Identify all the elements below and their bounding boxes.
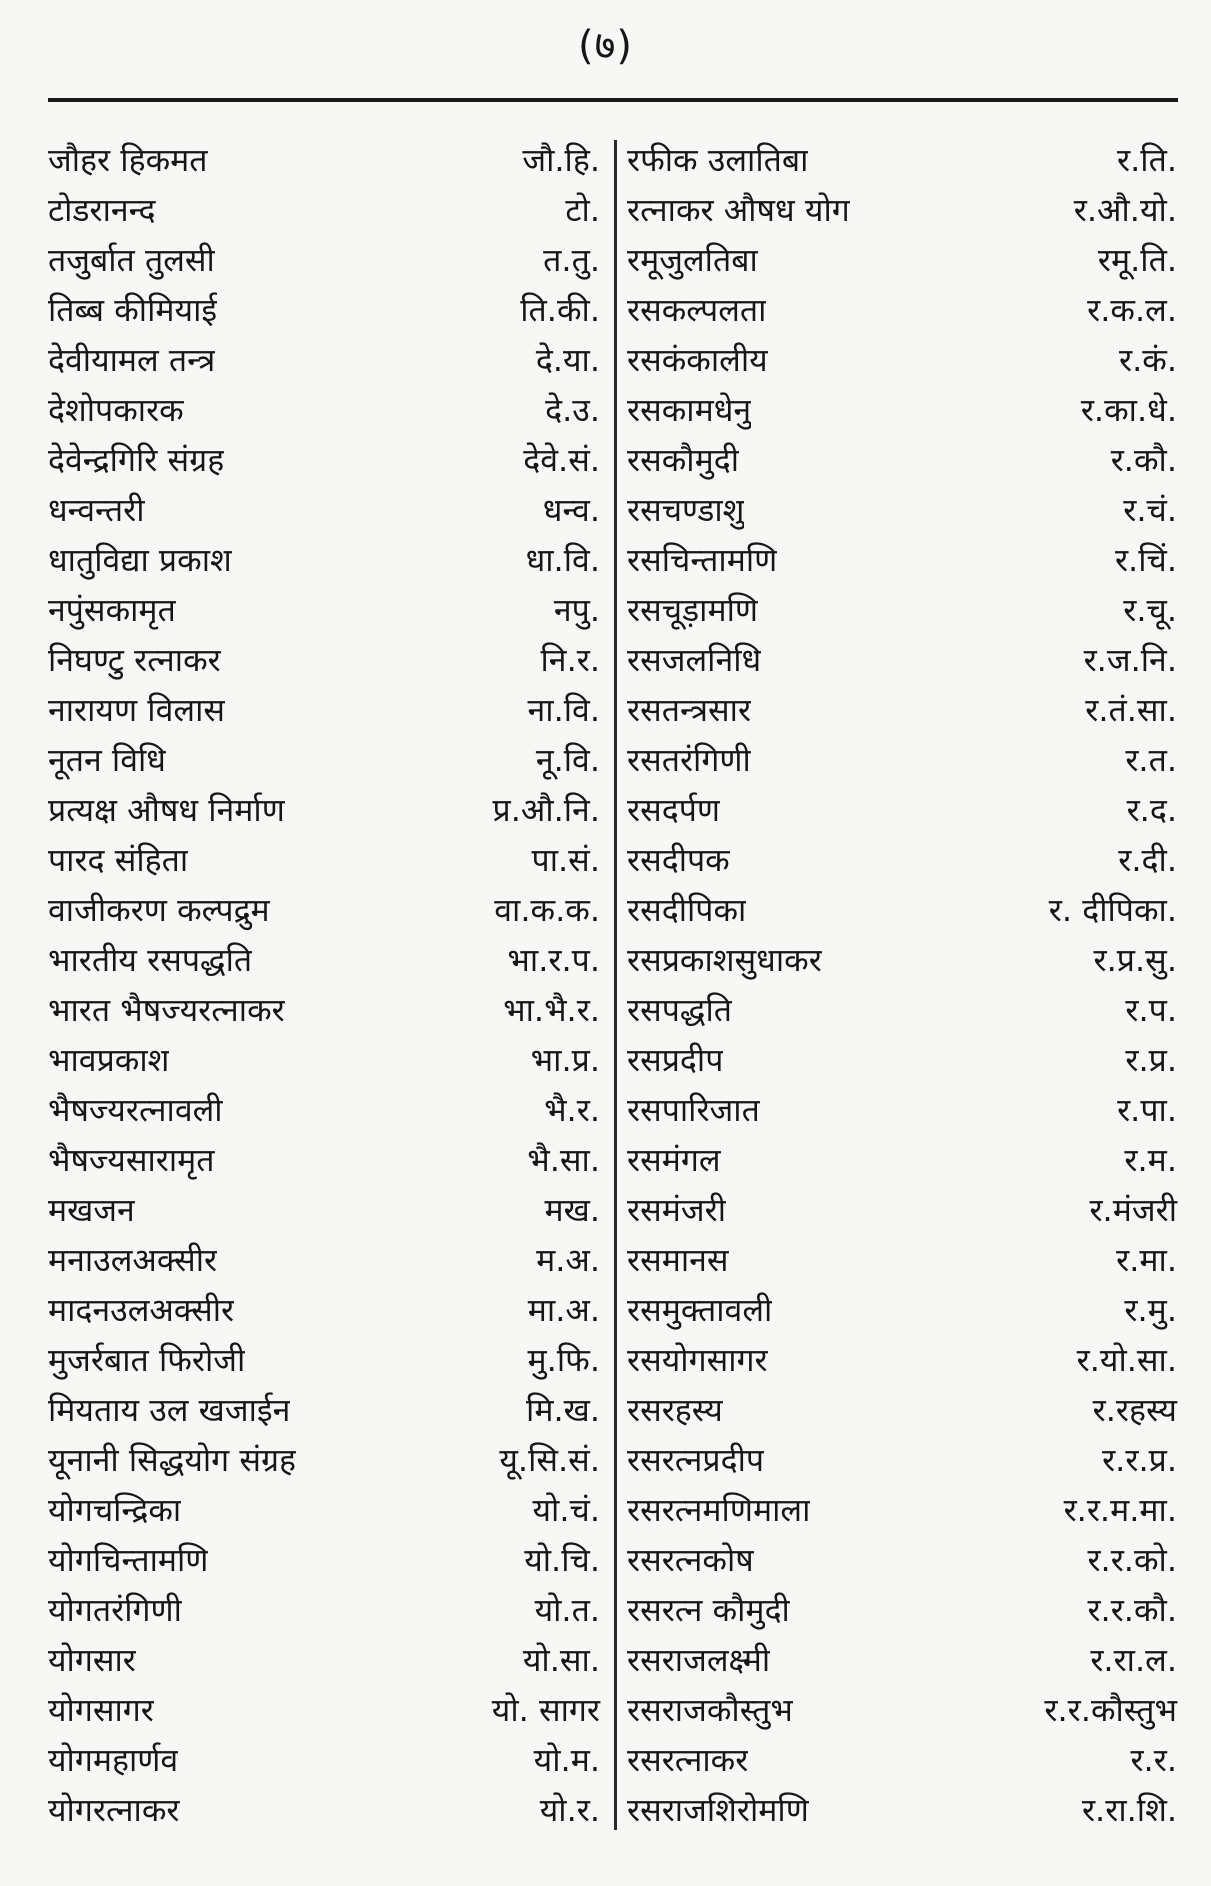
abbreviation-entry — [48, 135, 600, 185]
book-abbreviation: र.द. — [1126, 791, 1177, 829]
book-title: जौहर हिकमत — [48, 141, 208, 179]
abbreviation-entry — [48, 385, 600, 435]
abbreviation-entry — [48, 685, 600, 735]
abbreviation-entry — [48, 1485, 600, 1535]
book-abbreviation: र.र.कौ. — [1087, 1591, 1177, 1629]
book-abbreviation: भा.भै.र. — [503, 991, 600, 1029]
abbreviation-entry — [627, 1785, 1177, 1835]
abbreviation-entry — [48, 985, 600, 1035]
book-abbreviation: र.पा. — [1117, 1091, 1177, 1129]
book-abbreviation: र.मु. — [1124, 1291, 1177, 1329]
book-title: रसरत्न कौमुदी — [627, 1591, 790, 1629]
book-title: भावप्रकाश — [48, 1041, 170, 1079]
book-abbreviation: भा.प्र. — [530, 1041, 600, 1079]
book-abbreviation: ना.वि. — [527, 691, 600, 729]
book-title: रसचण्डाशु — [627, 491, 745, 529]
abbreviation-entry — [48, 1035, 600, 1085]
book-title: योगचिन्तामणि — [48, 1541, 209, 1579]
abbreviation-entry — [627, 1585, 1177, 1635]
abbreviation-entry — [48, 1585, 600, 1635]
abbreviation-entry — [48, 585, 600, 635]
book-title: मियताय उल खजाईन — [48, 1391, 291, 1429]
book-title: नपुंसकामृत — [48, 591, 176, 629]
book-title: रसरत्नप्रदीप — [627, 1441, 765, 1479]
book-title: रसयोगसागर — [627, 1341, 768, 1379]
book-abbreviation: नू.वि. — [535, 741, 600, 779]
abbreviation-entry — [48, 1335, 600, 1385]
abbreviation-entry — [627, 1735, 1177, 1785]
book-title: मनाउलअक्सीर — [48, 1241, 218, 1279]
right-column — [627, 135, 1177, 1835]
abbreviation-entry — [48, 885, 600, 935]
abbreviation-entry — [48, 735, 600, 785]
abbreviation-entry — [48, 185, 600, 235]
abbreviation-entry — [48, 1185, 600, 1235]
book-abbreviation: र.चिं. — [1114, 541, 1177, 579]
book-abbreviation: र.कौ. — [1110, 441, 1177, 479]
book-title: रसदीपिका — [627, 891, 747, 929]
abbreviation-entry — [627, 1135, 1177, 1185]
book-abbreviation: धा.वि. — [525, 541, 600, 579]
book-title: रसराजकौस्तुभ — [627, 1691, 793, 1729]
book-abbreviation: पा.सं. — [531, 841, 600, 879]
abbreviation-entry — [627, 835, 1177, 885]
book-abbreviation: यो. सागर — [491, 1691, 600, 1729]
book-abbreviation: र.प. — [1125, 991, 1177, 1029]
book-title: योगसागर — [48, 1691, 154, 1729]
book-abbreviation: र.रहस्य — [1092, 1391, 1177, 1429]
book-title: रसराजशिरोमणि — [627, 1791, 809, 1829]
abbreviation-entry — [48, 485, 600, 535]
abbreviation-entry — [627, 735, 1177, 785]
abbreviation-entry — [627, 635, 1177, 685]
book-title: मादनउलअक्सीर — [48, 1291, 235, 1329]
abbreviation-entry — [627, 885, 1177, 935]
book-title: प्रत्यक्ष औषध निर्माण — [48, 791, 285, 829]
abbreviation-entry — [627, 185, 1177, 235]
book-title: योगसार — [48, 1641, 136, 1679]
abbreviation-entry — [627, 535, 1177, 585]
abbreviation-entry — [48, 835, 600, 885]
book-abbreviation: दे.या. — [535, 341, 600, 379]
book-abbreviation: र.दी. — [1118, 841, 1177, 879]
book-title: रसमंजरी — [627, 1191, 726, 1229]
abbreviation-entry — [48, 1735, 600, 1785]
abbreviation-entry — [48, 235, 600, 285]
book-title: रत्नाकर औषध योग — [627, 191, 850, 229]
book-title: रसमानस — [627, 1241, 729, 1279]
book-title: तजुर्बात तुलसी — [48, 241, 215, 279]
book-title: देशोपकारक — [48, 391, 184, 429]
book-title: रसमुक्तावली — [627, 1291, 773, 1329]
book-title: योगरत्नाकर — [48, 1791, 180, 1829]
abbreviation-entry — [48, 1685, 600, 1735]
book-title: नारायण विलास — [48, 691, 225, 729]
book-title: भारतीय रसपद्धति — [48, 941, 253, 979]
abbreviation-entry — [48, 1385, 600, 1435]
abbreviation-entry — [627, 435, 1177, 485]
abbreviation-entry — [627, 135, 1177, 185]
book-abbreviation: यू.सि.सं. — [499, 1441, 600, 1479]
book-abbreviation: भै.र. — [544, 1091, 600, 1129]
book-abbreviation: जौ.हि. — [522, 141, 600, 179]
book-title: धन्वन्तरी — [48, 491, 145, 529]
book-abbreviation: मा.अ. — [527, 1291, 600, 1329]
book-abbreviation: र.चू. — [1123, 591, 1177, 629]
abbreviation-entry — [48, 1085, 600, 1135]
book-abbreviation: र.ति. — [1117, 141, 1177, 179]
book-abbreviation: नपु. — [553, 591, 600, 629]
abbreviation-entry — [627, 285, 1177, 335]
book-abbreviation: ति.की. — [520, 291, 600, 329]
book-title: रसकंकालीय — [627, 341, 768, 379]
abbreviation-entry — [627, 485, 1177, 535]
abbreviation-entry — [48, 535, 600, 585]
book-title: भारत भैषज्यरत्नाकर — [48, 991, 285, 1029]
book-abbreviation: मि.ख. — [526, 1391, 600, 1429]
abbreviation-entry — [627, 1235, 1177, 1285]
book-abbreviation: यो.त. — [534, 1591, 600, 1629]
abbreviation-entry — [627, 1335, 1177, 1385]
abbreviation-entry — [48, 1635, 600, 1685]
book-title: रसतरंगिणी — [627, 741, 751, 779]
abbreviation-entry — [627, 985, 1177, 1035]
book-title: रसपारिजात — [627, 1091, 760, 1129]
book-title: देवेन्द्रगिरि संग्रह — [48, 441, 225, 479]
book-title: योगमहार्णव — [48, 1741, 179, 1779]
abbreviation-entry — [627, 235, 1177, 285]
book-title: रसचूड़ामणि — [627, 591, 759, 629]
abbreviation-entry — [627, 585, 1177, 635]
book-abbreviation: प्र.औ.नि. — [492, 791, 600, 829]
abbreviation-entry — [48, 635, 600, 685]
abbreviation-entry — [627, 1385, 1177, 1435]
book-title: रफीक उलातिबा — [627, 141, 809, 179]
book-abbreviation: भा.र.प. — [507, 941, 600, 979]
book-title: रमूजुलतिबा — [627, 241, 758, 279]
book-title: नूतन विधि — [48, 741, 166, 779]
abbreviation-entry — [627, 935, 1177, 985]
abbreviation-entry — [627, 1185, 1177, 1235]
book-title: रसरत्नकोष — [627, 1541, 754, 1579]
book-title: यूनानी सिद्धयोग संग्रह — [48, 1441, 297, 1479]
book-title: योगतरंगिणी — [48, 1591, 182, 1629]
abbreviation-entry — [48, 1235, 600, 1285]
book-title: धातुविद्या प्रकाश — [48, 541, 232, 579]
abbreviation-entry — [48, 935, 600, 985]
abbreviation-entry — [627, 685, 1177, 735]
book-title: निघण्टु रत्नाकर — [48, 641, 221, 679]
book-title: मुजर्रबात फिरोजी — [48, 1341, 246, 1379]
book-title: देवीयामल तन्त्र — [48, 341, 216, 379]
book-abbreviation: यो.चि. — [524, 1541, 600, 1579]
column-divider — [614, 140, 617, 1830]
abbreviation-entry — [48, 435, 600, 485]
book-abbreviation: र.र.को. — [1087, 1541, 1177, 1579]
book-abbreviation: यो.सा. — [522, 1641, 600, 1679]
book-abbreviation: रमू.ति. — [1097, 241, 1177, 279]
book-abbreviation: र.त. — [1125, 741, 1177, 779]
book-abbreviation: वा.क.क. — [494, 891, 600, 929]
book-title: रसराजलक्ष्मी — [627, 1641, 771, 1679]
book-abbreviation: टो. — [565, 191, 600, 229]
abbreviation-entry — [627, 1085, 1177, 1135]
book-abbreviation: र.रा.शि. — [1081, 1791, 1177, 1829]
book-title: रसजलनिधि — [627, 641, 762, 679]
book-abbreviation: र.रा.ल. — [1090, 1641, 1177, 1679]
book-title: भैषज्यसारामृत — [48, 1141, 215, 1179]
book-abbreviation: र.प्र.सु. — [1093, 941, 1177, 979]
book-title: रसरत्नमणिमाला — [627, 1491, 811, 1529]
book-title: रसकल्पलता — [627, 291, 767, 329]
abbreviation-entry — [48, 785, 600, 835]
book-abbreviation: र.प्र. — [1125, 1041, 1177, 1079]
book-title: रसप्रकाशसुधाकर — [627, 941, 822, 979]
book-title: रसप्रदीप — [627, 1041, 724, 1079]
book-title: वाजीकरण कल्पद्रुम — [48, 891, 270, 929]
book-abbreviation: यो.म. — [533, 1741, 600, 1779]
abbreviation-entry — [627, 385, 1177, 435]
book-title: रसपद्धति — [627, 991, 732, 1029]
book-abbreviation: र.र.प्र. — [1102, 1441, 1177, 1479]
abbreviation-entry — [627, 1685, 1177, 1735]
book-abbreviation: र.मा. — [1116, 1241, 1177, 1279]
book-abbreviation: म.अ. — [536, 1241, 600, 1279]
book-abbreviation: र.तं.सा. — [1085, 691, 1177, 729]
page-number: (७) — [577, 23, 633, 69]
book-abbreviation: र.औ.यो. — [1073, 191, 1177, 229]
abbreviation-entry — [48, 1135, 600, 1185]
abbreviation-entry — [627, 1285, 1177, 1335]
abbreviation-entry — [48, 1285, 600, 1335]
book-title: योगचन्द्रिका — [48, 1491, 182, 1529]
book-abbreviation: र.चं. — [1123, 491, 1177, 529]
abbreviation-entry — [627, 1485, 1177, 1535]
abbreviation-entry — [627, 1535, 1177, 1585]
book-abbreviation: मु.फि. — [527, 1341, 600, 1379]
book-abbreviation: र.यो.सा. — [1076, 1341, 1177, 1379]
abbreviation-entry — [48, 1785, 600, 1835]
book-abbreviation: यो.चं. — [532, 1491, 600, 1529]
book-title: मखजन — [48, 1191, 135, 1229]
book-title: रसचिन्तामणि — [627, 541, 778, 579]
book-title: रसदीपक — [627, 841, 730, 879]
book-abbreviation: र. दीपिका. — [1048, 891, 1177, 929]
book-abbreviation: दे.उ. — [545, 391, 600, 429]
top-rule — [48, 98, 1178, 102]
abbreviation-entry — [48, 285, 600, 335]
book-title: टोडरानन्द — [48, 191, 156, 229]
abbreviation-entry — [627, 1635, 1177, 1685]
book-title: रसरहस्य — [627, 1391, 723, 1429]
book-abbreviation: र.ज.नि. — [1083, 641, 1177, 679]
book-abbreviation: भै.सा. — [527, 1141, 600, 1179]
book-abbreviation: देवे.सं. — [523, 441, 600, 479]
book-abbreviation: र.म. — [1124, 1141, 1177, 1179]
book-abbreviation: र.का.धे. — [1080, 391, 1177, 429]
book-abbreviation: नि.र. — [540, 641, 600, 679]
book-abbreviation: र.र.म.मा. — [1063, 1491, 1177, 1529]
book-abbreviation: मख. — [544, 1191, 600, 1229]
book-title: रसरत्नाकर — [627, 1741, 749, 1779]
book-title: भैषज्यरत्नावली — [48, 1091, 223, 1129]
book-abbreviation: यो.र. — [539, 1791, 600, 1829]
abbreviation-entry — [627, 1035, 1177, 1085]
book-title: रसतन्त्रसार — [627, 691, 752, 729]
book-title: रसकौमुदी — [627, 441, 740, 479]
abbreviation-entry — [627, 1435, 1177, 1485]
book-abbreviation: त.तु. — [543, 241, 600, 279]
abbreviation-entry — [48, 1435, 600, 1485]
book-abbreviation: र.मंजरी — [1089, 1191, 1177, 1229]
book-title: रसदर्पण — [627, 791, 721, 829]
abbreviation-entry — [48, 1535, 600, 1585]
book-title: रसकामधेनु — [627, 391, 752, 429]
book-abbreviation: र.कं. — [1118, 341, 1177, 379]
book-abbreviation: र.क.ल. — [1087, 291, 1177, 329]
abbreviation-entry — [48, 335, 600, 385]
book-abbreviation: र.र. — [1130, 1741, 1177, 1779]
abbreviation-entry — [627, 785, 1177, 835]
book-abbreviation: धन्व. — [542, 491, 600, 529]
book-title: रसमंगल — [627, 1141, 721, 1179]
abbreviation-entry — [627, 335, 1177, 385]
book-title: तिब्ब कीमियाई — [48, 291, 218, 329]
left-column — [48, 135, 600, 1835]
book-abbreviation: र.र.कौस्तुभ — [1044, 1691, 1177, 1729]
book-title: पारद संहिता — [48, 841, 189, 879]
